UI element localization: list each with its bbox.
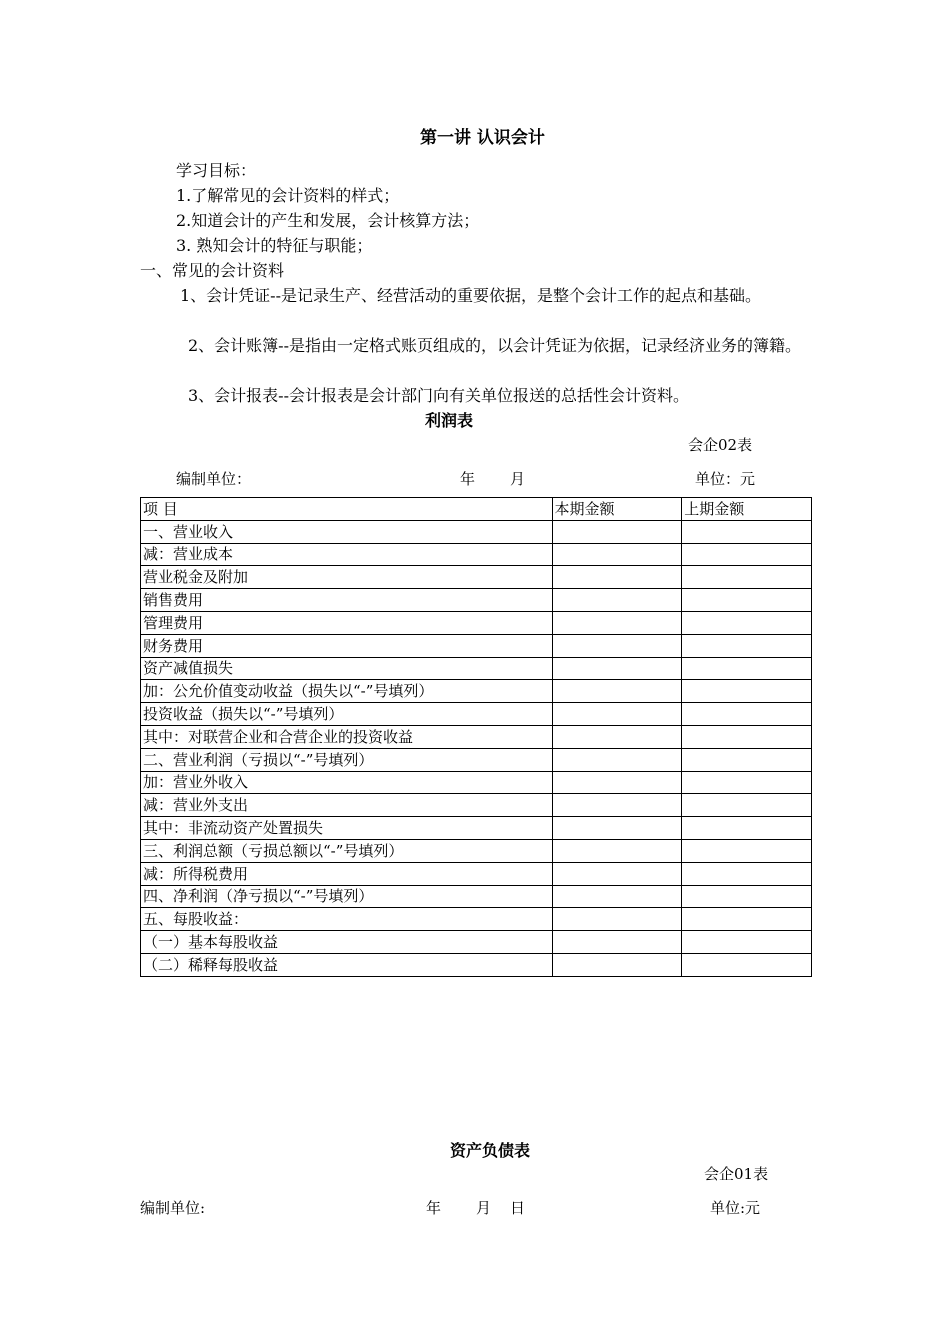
balance-date-day: 日 — [510, 1199, 526, 1217]
row-item-label: 三、利润总额（亏损总额以“-”号填列） — [141, 839, 553, 862]
row-item-label: 二、营业利润（亏损以“-”号填列） — [141, 748, 553, 771]
row-prior-amount — [682, 885, 812, 908]
table-row — [141, 839, 812, 862]
row-prior-amount — [682, 725, 812, 748]
table-row — [141, 908, 812, 931]
table-row — [141, 543, 812, 566]
row-item-label: （二）稀释每股收益 — [141, 953, 553, 976]
objectives-label: 学习目标： — [176, 161, 257, 180]
header-current-amount: 本期金额 — [552, 498, 682, 521]
row-item-label: 其中：对联营企业和合营企业的投资收益 — [141, 725, 553, 748]
row-item-label: 减：营业成本 — [141, 543, 553, 566]
row-current-amount — [552, 908, 682, 931]
row-prior-amount — [682, 862, 812, 885]
balance-date-year: 年 — [426, 1199, 442, 1217]
income-statement-title: 利润表 — [425, 411, 474, 430]
row-prior-amount — [682, 794, 812, 817]
row-item-label: 销售费用 — [141, 589, 553, 612]
row-item-label: 投资收益（损失以“-”号填列） — [141, 703, 553, 726]
row-prior-amount — [682, 634, 812, 657]
row-prior-amount — [682, 680, 812, 703]
row-item-label: 加：公允价值变动收益（损失以“-”号填列） — [141, 680, 553, 703]
row-current-amount — [552, 862, 682, 885]
balance-form-code: 会企01表 — [704, 1165, 769, 1183]
income-date-year: 年 — [460, 470, 476, 488]
row-item-label: 减：营业外支出 — [141, 794, 553, 817]
paragraph-ledger: 2、会计账簿--是指由一定格式账页组成的，以会计凭证为依据，记录经济业务的簿籍。 — [188, 336, 801, 355]
table-row — [141, 817, 812, 840]
objective-item-1: 1.了解常见的会计资料的样式； — [176, 186, 400, 205]
row-item-label: 营业税金及附加 — [141, 566, 553, 589]
row-item-label: 财务费用 — [141, 634, 553, 657]
row-item-label: 管理费用 — [141, 611, 553, 634]
table-row — [141, 657, 812, 680]
objective-item-3: 3. 熟知会计的特征与职能； — [176, 236, 373, 255]
header-prior-amount: 上期金额 — [682, 498, 812, 521]
income-date-month: 月 — [510, 470, 526, 488]
row-prior-amount — [682, 566, 812, 589]
row-current-amount — [552, 771, 682, 794]
balance-sheet-title: 资产负债表 — [450, 1141, 531, 1160]
row-item-label: （一）基本每股收益 — [141, 931, 553, 954]
row-item-label: 减：所得税费用 — [141, 862, 553, 885]
row-prior-amount — [682, 520, 812, 543]
balance-unit: 单位:元 — [710, 1199, 761, 1217]
row-prior-amount — [682, 657, 812, 680]
table-row — [141, 566, 812, 589]
row-item-label: 资产减值损失 — [141, 657, 553, 680]
header-item: 项 目 — [141, 498, 553, 521]
row-item-label: 五、每股收益： — [141, 908, 553, 931]
row-current-amount — [552, 566, 682, 589]
table-row — [141, 771, 812, 794]
row-item-label: 四、净利润（净亏损以“-”号填列） — [141, 885, 553, 908]
income-prepared-by: 编制单位： — [176, 470, 252, 488]
paragraph-voucher: 1、会计凭证--是记录生产、经营活动的重要依据，是整个会计工作的起点和基础。 — [180, 286, 761, 305]
row-prior-amount — [682, 771, 812, 794]
table-row — [141, 589, 812, 612]
row-prior-amount — [682, 543, 812, 566]
table-row — [141, 862, 812, 885]
table-row — [141, 611, 812, 634]
row-current-amount — [552, 931, 682, 954]
balance-prepared-by: 编制单位: — [140, 1199, 206, 1217]
income-form-code: 会企02表 — [688, 436, 753, 454]
table-row — [141, 703, 812, 726]
row-current-amount — [552, 748, 682, 771]
row-current-amount — [552, 725, 682, 748]
row-item-label: 加：营业外收入 — [141, 771, 553, 794]
row-current-amount — [552, 589, 682, 612]
row-current-amount — [552, 543, 682, 566]
table-row — [141, 634, 812, 657]
row-current-amount — [552, 817, 682, 840]
row-current-amount — [552, 611, 682, 634]
row-current-amount — [552, 885, 682, 908]
objective-item-2: 2.知道会计的产生和发展，会计核算方法； — [176, 211, 480, 230]
row-current-amount — [552, 657, 682, 680]
balance-date-month: 月 — [476, 1199, 492, 1217]
table-row — [141, 520, 812, 543]
section-title: 一、常见的会计资料 — [140, 261, 285, 280]
row-prior-amount — [682, 817, 812, 840]
row-current-amount — [552, 520, 682, 543]
table-row — [141, 725, 812, 748]
table-row — [141, 931, 812, 954]
row-current-amount — [552, 839, 682, 862]
table-row — [141, 885, 812, 908]
table-row — [141, 680, 812, 703]
row-prior-amount — [682, 611, 812, 634]
income-statement-table — [140, 497, 812, 977]
table-header-row — [141, 498, 812, 521]
row-current-amount — [552, 953, 682, 976]
row-prior-amount — [682, 703, 812, 726]
paragraph-report: 3、会计报表--会计报表是会计部门向有关单位报送的总括性会计资料。 — [188, 386, 689, 405]
income-unit: 单位：元 — [695, 470, 756, 488]
row-current-amount — [552, 794, 682, 817]
row-current-amount — [552, 680, 682, 703]
table-row — [141, 953, 812, 976]
row-prior-amount — [682, 931, 812, 954]
row-prior-amount — [682, 953, 812, 976]
row-prior-amount — [682, 908, 812, 931]
row-prior-amount — [682, 589, 812, 612]
row-prior-amount — [682, 839, 812, 862]
page-title: 第一讲 认识会计 — [420, 128, 545, 148]
table-row — [141, 748, 812, 771]
table-row — [141, 794, 812, 817]
row-current-amount — [552, 634, 682, 657]
row-current-amount — [552, 703, 682, 726]
row-prior-amount — [682, 748, 812, 771]
row-item-label: 一、营业收入 — [141, 520, 553, 543]
row-item-label: 其中：非流动资产处置损失 — [141, 817, 553, 840]
